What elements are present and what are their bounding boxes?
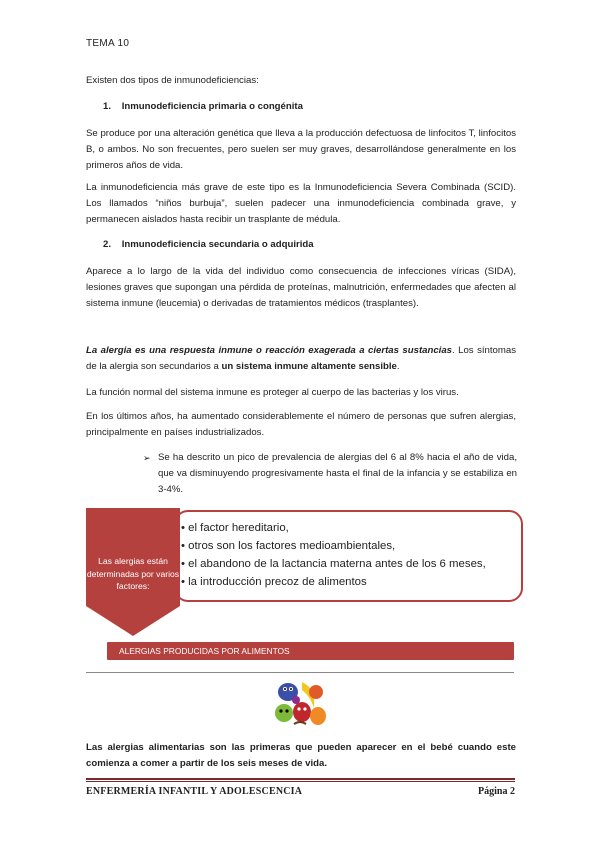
factor-item: • otros son los factores medioambientales, bbox=[181, 540, 396, 552]
factor-item: • la introducción precoz de alimentos bbox=[181, 576, 367, 588]
footer-rule-secondary bbox=[86, 781, 515, 782]
heading-number: 2. bbox=[103, 239, 112, 250]
paragraph-primary-description: Se produce por una alteración genética que lleva a la producción defectuosa de linfocitos T, linfocitos B, o ambos. No son frecuentes, pero suelen ser muy graves, desarrollándose generalmente en los primeros años de vida. bbox=[86, 128, 516, 171]
heading-text: Inmunodeficiencia primaria o congénita bbox=[121, 101, 303, 112]
arrow-label: Las alergias están determinadas por varios factores: bbox=[86, 556, 180, 591]
factor-item: • el abandono de la lactancia materna antes de los 6 meses, bbox=[181, 558, 486, 570]
arrow-bullet-icon: ➢ bbox=[143, 453, 151, 463]
heading-text: Inmunodeficiencia secundaria o adquirida bbox=[121, 239, 314, 250]
paragraph-allergy-definition bbox=[86, 343, 516, 375]
factors-list bbox=[181, 519, 486, 591]
section-banner-food-allergies: ALERGIAS PRODUCIDAS POR ALIMENTOS bbox=[107, 642, 514, 660]
heading-number: 1. bbox=[103, 101, 112, 112]
intro-paragraph: Existen dos tipos de inmunodeficiencias: bbox=[86, 75, 259, 86]
page-header-label: TEMA 10 bbox=[86, 38, 130, 49]
bullet-text: Se ha descrito un pico de prevalencia de alergias del 6 al 8% hacia el año de vida, que va disminuyendo progresivamente hasta el final de la infancia y se estabiliza en 3-4%. bbox=[158, 452, 517, 495]
allergy-factors-diagram bbox=[84, 508, 524, 638]
heading-primary-immunodeficiency bbox=[103, 99, 523, 115]
divider-line bbox=[86, 672, 514, 673]
allergy-definition-bold: un sistema inmune altamente sensible bbox=[221, 361, 397, 372]
fruit-illustration-icon bbox=[272, 678, 328, 728]
footer-rule bbox=[86, 778, 515, 780]
allergy-definition-end: . bbox=[396, 361, 400, 372]
allergy-definition-middle: . Los síntomas de la alergia son secundarios a bbox=[86, 345, 516, 372]
bullet-prevalence bbox=[143, 450, 517, 498]
allergy-definition-emphasis: La alergia es una respuesta inmune o reacción exagerada a ciertas sustancias bbox=[86, 345, 453, 356]
heading-secondary-immunodeficiency bbox=[103, 237, 523, 253]
paragraph-secondary-description: Aparece a lo largo de la vida del individuo como consecuencia de infecciones víricas (SIDA), lesiones graves que supongan una pérdida de proteínas, malnutrición, enfermedades que afecten al sistema inmune (leucemia) o derivadas de tratamientos médicos (trasplantes). bbox=[86, 266, 516, 309]
paragraph-allergy-increase: En los últimos años, ha aumentado considerablemente el número de personas que sufren alergias, principalmente en países industrializados. bbox=[86, 411, 516, 438]
paragraph-food-allergies: Las alergias alimentarias son las primeras que pueden aparecer en el bebé cuando este comienza a comer a partir de los seis meses de vida. bbox=[86, 742, 516, 769]
paragraph-immune-function: La función normal del sistema inmune es proteger al cuerpo de las bacterias y los virus. bbox=[86, 387, 459, 398]
footer-page-number: Página 2 bbox=[478, 786, 515, 797]
paragraph-scid: La inmunodeficiencia más grave de este tipo es la Inmunodeficiencia Severa Combinada (SCID). Los llamados “niños burbuja”, suelen padecer una inmunodeficiencia combinada grave, y permanecen aislados hasta recibir un trasplante de médula. bbox=[86, 182, 516, 225]
footer-course-title: ENFERMERÍA INFANTIL Y ADOLESCENCIA bbox=[86, 786, 303, 797]
factor-item: • el factor hereditario, bbox=[181, 522, 289, 534]
